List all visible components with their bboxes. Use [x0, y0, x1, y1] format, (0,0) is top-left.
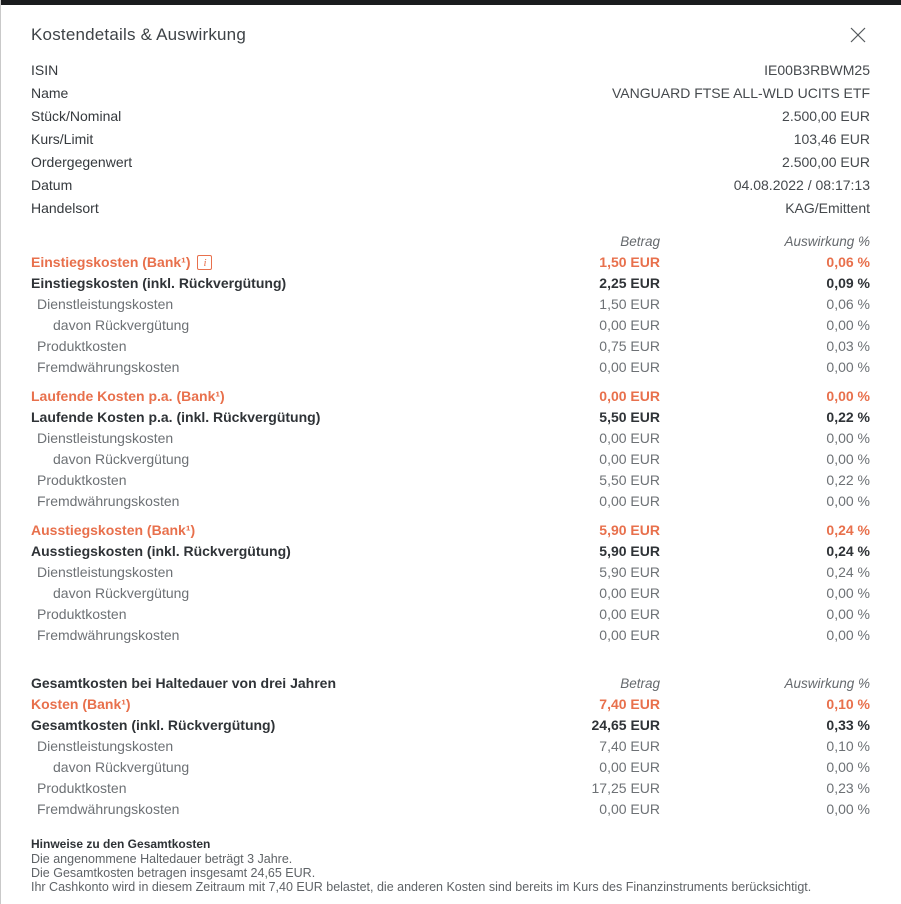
cost-row-label-cell — [31, 491, 510, 512]
order-info-value: 2.500,00 EUR — [782, 108, 870, 124]
amount-value: 0,00 EUR — [599, 585, 660, 601]
info-icon[interactable]: i — [197, 255, 212, 270]
cost-row-label-cell — [31, 357, 510, 378]
page-title: Kostendetails & Auswirkung — [31, 25, 246, 44]
cost-table — [31, 231, 870, 820]
cost-row-label: Fremdwährungskosten — [37, 359, 180, 375]
amount-column-header: Betrag — [620, 234, 660, 249]
cost-row-label: Produktkosten — [37, 780, 127, 796]
cost-row-label: Kosten (Bank¹) — [31, 696, 131, 712]
cost-row-label-cell — [31, 252, 510, 273]
cost-row — [31, 625, 870, 646]
amount-value: 0,00 EUR — [599, 627, 660, 643]
cost-row-label-cell — [31, 470, 510, 491]
cost-row-label: Ausstiegskosten (inkl. Rückvergütung) — [31, 543, 291, 559]
cost-row-label: Produktkosten — [37, 472, 127, 488]
impact-value: 0,24 % — [826, 522, 870, 538]
impact-value: 0,06 % — [826, 296, 870, 312]
cost-row-label-cell — [31, 583, 510, 604]
cost-row-label: Dienstleistungskosten — [37, 564, 174, 580]
order-info-row — [31, 128, 870, 151]
section-title: Gesamtkosten bei Haltedauer von drei Jahren — [31, 675, 336, 691]
cost-row — [31, 583, 870, 604]
cost-row — [31, 428, 870, 449]
cost-row-label: Laufende Kosten p.a. (Bank¹) — [31, 388, 225, 404]
cost-row-label: Ausstiegskosten (Bank¹) — [31, 522, 196, 538]
amount-column-header: Betrag — [620, 676, 660, 691]
impact-value: 0,00 % — [826, 801, 870, 817]
cost-row — [31, 470, 870, 491]
footnote-line: Die angenommene Haltedauer beträgt 3 Jahre. — [31, 852, 293, 866]
cost-row-label-cell — [31, 604, 510, 625]
order-info-value: 04.08.2022 / 08:17:13 — [733, 177, 870, 193]
impact-value: 0,03 % — [826, 338, 870, 354]
cost-row-label-cell — [31, 428, 510, 449]
cost-row-label: davon Rückvergütung — [53, 451, 190, 467]
cost-row — [31, 520, 870, 541]
impact-column-header: Auswirkung % — [784, 234, 870, 249]
order-info-value: 2.500,00 EUR — [782, 154, 870, 170]
cost-row-label: Fremdwährungskosten — [37, 493, 180, 509]
cost-row-label: Produktkosten — [37, 606, 127, 622]
amount-value: 0,00 EUR — [599, 317, 660, 333]
impact-value: 0,24 % — [826, 543, 870, 559]
cost-row-label: Fremdwährungskosten — [37, 627, 180, 643]
impact-value: 0,24 % — [826, 564, 870, 580]
cost-row — [31, 315, 870, 336]
impact-value: 0,06 % — [826, 254, 870, 270]
cost-row-label: Gesamtkosten (inkl. Rückvergütung) — [31, 717, 276, 733]
close-icon[interactable] — [846, 23, 870, 47]
cost-row-label: Dienstleistungskosten — [37, 296, 174, 312]
amount-value: 0,00 EUR — [599, 493, 660, 509]
cost-row-label-cell — [31, 336, 510, 357]
impact-value: 0,10 % — [826, 696, 870, 712]
order-info-value: 103,46 EUR — [793, 131, 870, 147]
cost-row-label-cell — [31, 694, 510, 715]
cost-details-modal — [1, 5, 901, 894]
cost-section — [31, 673, 870, 820]
close-icon-glyph — [848, 25, 868, 45]
footnote-line: Ihr Cashkonto wird in diesem Zeitraum mit 7,40 EUR belastet, die anderen Kosten sind bereits im Kurs des Finanzinstruments berücksichtigt. — [31, 880, 812, 894]
cost-row-label-cell — [31, 294, 510, 315]
cost-row — [31, 799, 870, 820]
footnotes-section — [31, 837, 870, 894]
order-info-label: Kurs/Limit — [31, 131, 94, 147]
impact-value: 0,00 % — [826, 317, 870, 333]
order-info-label: Datum — [31, 177, 73, 193]
cost-row-label: Dienstleistungskosten — [37, 738, 174, 754]
cost-row-label-cell — [31, 625, 510, 646]
cost-section — [31, 231, 870, 378]
order-info-label: Handelsort — [31, 200, 99, 216]
cost-row-label: Einstiegskosten (inkl. Rückvergütung) — [31, 275, 287, 291]
impact-value: 0,00 % — [826, 430, 870, 446]
amount-value: 17,25 EUR — [591, 780, 660, 796]
impact-value: 0,33 % — [826, 717, 870, 733]
cost-row-label: Fremdwährungskosten — [37, 801, 180, 817]
cost-row-label-cell — [31, 386, 510, 407]
amount-value: 5,50 EUR — [599, 472, 660, 488]
impact-value: 0,22 % — [826, 472, 870, 488]
cost-row-label: Laufende Kosten p.a. (inkl. Rückvergütung) — [31, 409, 321, 425]
amount-value: 5,50 EUR — [599, 409, 660, 425]
cost-row-label-cell — [31, 562, 510, 583]
cost-row-label-cell — [31, 520, 510, 541]
impact-value: 0,00 % — [826, 451, 870, 467]
amount-value: 7,40 EUR — [599, 738, 660, 754]
cost-row — [31, 694, 870, 715]
impact-value: 0,00 % — [826, 606, 870, 622]
order-info-row — [31, 151, 870, 174]
cost-row — [31, 252, 870, 273]
cost-row — [31, 778, 870, 799]
cost-row — [31, 604, 870, 625]
amount-value: 0,00 EUR — [599, 451, 660, 467]
order-info-value: IE00B3RBWM25 — [764, 62, 870, 78]
cost-row-label: Produktkosten — [37, 338, 127, 354]
impact-value: 0,00 % — [826, 388, 870, 404]
section-title — [31, 231, 510, 252]
impact-value: 0,00 % — [826, 493, 870, 509]
amount-value: 0,00 EUR — [599, 759, 660, 775]
cost-row-label: davon Rückvergütung — [53, 759, 190, 775]
cost-row-label-cell — [31, 315, 510, 336]
cost-row — [31, 541, 870, 562]
impact-value: 0,09 % — [826, 275, 870, 291]
impact-value: 0,00 % — [826, 359, 870, 375]
order-info-row — [31, 82, 870, 105]
order-info-label: Stück/Nominal — [31, 108, 122, 124]
cost-section — [31, 520, 870, 646]
amount-value: 0,00 EUR — [599, 359, 660, 375]
order-info-value: KAG/Emittent — [785, 200, 870, 216]
cost-row-label-cell — [31, 273, 510, 294]
cost-row-label-cell — [31, 449, 510, 470]
cost-row — [31, 715, 870, 736]
amount-value: 0,00 EUR — [599, 430, 660, 446]
order-info-row — [31, 174, 870, 197]
modal-header — [31, 5, 870, 47]
amount-value: 0,00 EUR — [599, 606, 660, 622]
impact-value: 0,10 % — [826, 738, 870, 754]
cost-row — [31, 357, 870, 378]
amount-value: 5,90 EUR — [599, 564, 660, 580]
cost-row — [31, 386, 870, 407]
cost-row-label-cell — [31, 778, 510, 799]
cost-row-label-cell — [31, 715, 510, 736]
cost-row — [31, 757, 870, 778]
amount-value: 7,40 EUR — [599, 696, 660, 712]
cost-row — [31, 491, 870, 512]
cost-row — [31, 736, 870, 757]
cost-row-label-cell — [31, 799, 510, 820]
cost-row-label-cell — [31, 407, 510, 428]
order-info-row — [31, 59, 870, 82]
cost-row — [31, 562, 870, 583]
impact-value: 0,23 % — [826, 780, 870, 796]
order-info-label: Ordergegenwert — [31, 154, 133, 170]
impact-column-header: Auswirkung % — [784, 676, 870, 691]
amount-value: 1,50 EUR — [599, 296, 660, 312]
impact-value: 0,00 % — [826, 759, 870, 775]
impact-value: 0,22 % — [826, 409, 870, 425]
cost-row-label-cell — [31, 541, 510, 562]
cost-row-label: davon Rückvergütung — [53, 317, 190, 333]
cost-row-label: Dienstleistungskosten — [37, 430, 174, 446]
order-info-row — [31, 197, 870, 220]
cost-row — [31, 273, 870, 294]
cost-row — [31, 449, 870, 470]
impact-value: 0,00 % — [826, 585, 870, 601]
order-info-value: VANGUARD FTSE ALL-WLD UCITS ETF — [612, 85, 870, 101]
amount-value: 5,90 EUR — [599, 522, 660, 538]
cost-section — [31, 386, 870, 512]
impact-value: 0,00 % — [826, 627, 870, 643]
cost-row-label: davon Rückvergütung — [53, 585, 190, 601]
order-info-section — [31, 59, 870, 220]
cost-row — [31, 294, 870, 315]
order-info-row — [31, 105, 870, 128]
column-header-row — [31, 673, 870, 694]
footnotes-title: Hinweise zu den Gesamtkosten — [31, 837, 211, 851]
amount-value: 5,90 EUR — [599, 543, 660, 559]
cost-row — [31, 407, 870, 428]
amount-value: 2,25 EUR — [599, 275, 660, 291]
cost-row-label-cell — [31, 757, 510, 778]
amount-value: 0,75 EUR — [599, 338, 660, 354]
amount-value: 24,65 EUR — [591, 717, 660, 733]
cost-row-label-cell — [31, 736, 510, 757]
cost-row-label: Einstiegskosten (Bank¹) — [31, 254, 191, 270]
order-info-label: Name — [31, 85, 69, 101]
cost-row — [31, 336, 870, 357]
amount-value: 1,50 EUR — [599, 254, 660, 270]
order-info-label: ISIN — [31, 62, 59, 78]
column-header-row — [31, 231, 870, 252]
amount-value: 0,00 EUR — [599, 801, 660, 817]
footnote-line: Die Gesamtkosten betragen insgesamt 24,65 EUR. — [31, 866, 316, 880]
amount-value: 0,00 EUR — [599, 388, 660, 404]
